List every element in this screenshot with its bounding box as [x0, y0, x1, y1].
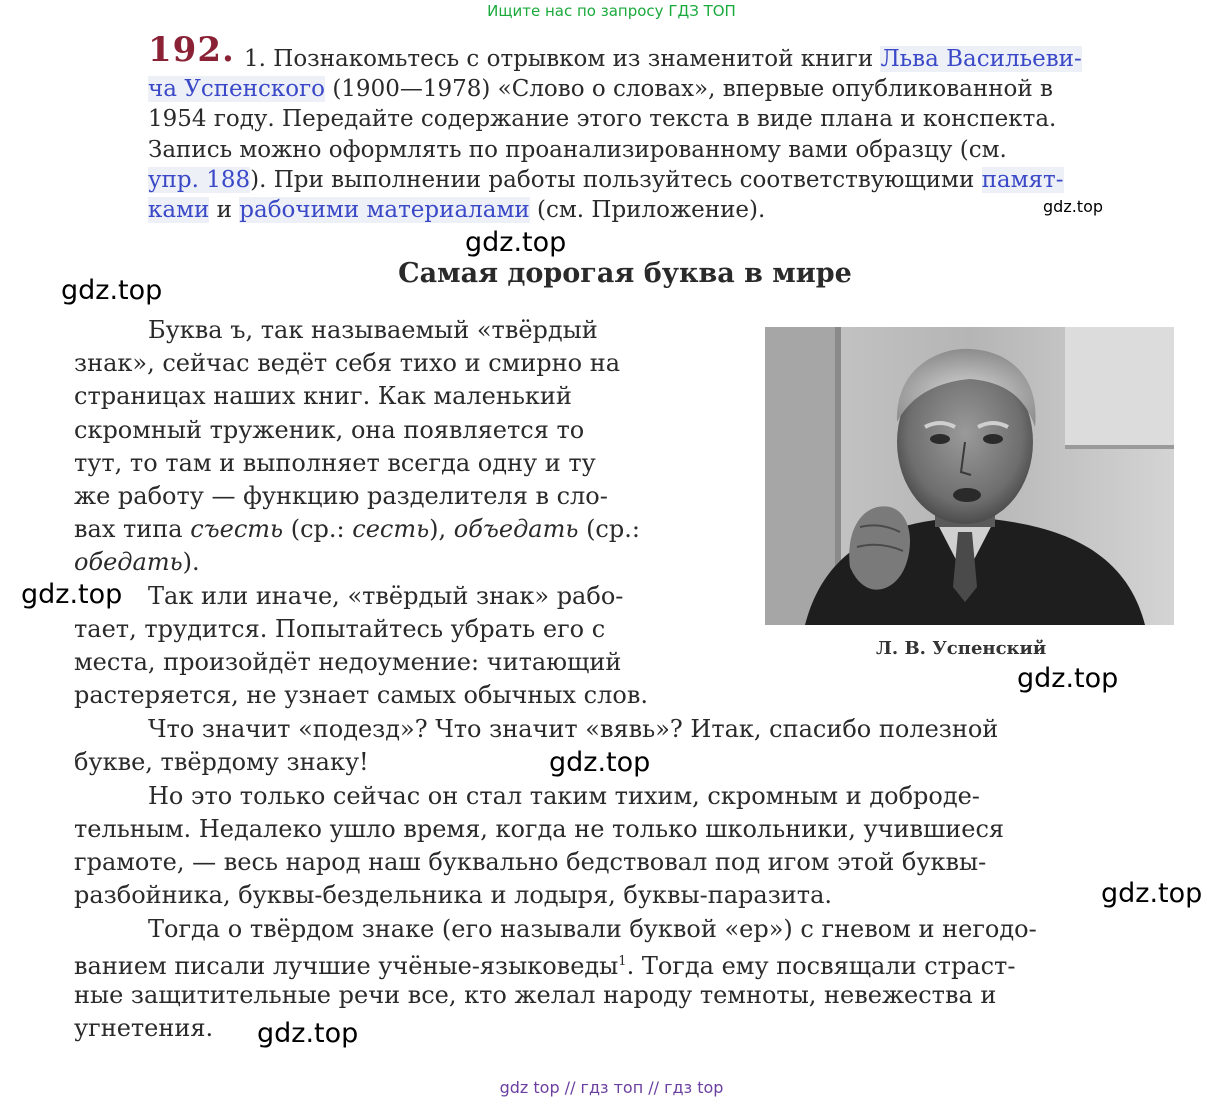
text: ).: [182, 548, 200, 576]
watermark: gdz.top: [549, 747, 651, 778]
memo-link[interactable]: памят-: [981, 167, 1064, 193]
p2-line-1: Так или иначе, «твёрдый знак» рабо-: [148, 582, 624, 610]
example-word: объедать: [453, 515, 579, 543]
photo-caption: Л. В. Успенский: [876, 638, 1047, 659]
p2-line-4: растеряется, не узнает самых обычных слов.: [74, 681, 648, 709]
task-text: (см. Приложение).: [529, 197, 766, 223]
p5-line-4: угнетения.: [74, 1014, 214, 1042]
materials-link[interactable]: рабочими материалами: [239, 197, 530, 223]
p2-line-2: тает, трудится. Попытайтесь убрать его с: [74, 615, 606, 643]
p4-line-1: Но это только сейчас он стал таким тихим, скромным и доброде-: [148, 782, 980, 810]
p1-line-4: скромный труженик, она появляется то: [74, 416, 585, 444]
p5-line-3: ные защитительные речи все, кто желал народу темноты, невежества и: [74, 981, 997, 1009]
text: ),: [429, 515, 454, 543]
p5-line-2: [74, 947, 1016, 980]
task-line-6: [148, 195, 765, 225]
watermark: gdz.top: [465, 227, 567, 258]
p3-line-2: букве, твёрдому знаку!: [74, 748, 369, 776]
text: вах типа: [74, 515, 191, 543]
p3-line-1: Что значит «подезд»? Что значит «вявь»? Итак, спасибо полезной: [148, 715, 999, 743]
task-line-3: 1954 году. Передайте содержание этого текста в виде плана и конспекта.: [148, 106, 1057, 132]
watermark: gdz.top: [1043, 197, 1104, 216]
text: (ср.:: [283, 515, 353, 543]
example-word: сесть: [352, 515, 430, 543]
task-text: (1900—1978) «Слово о словах», впервые опубликованной в: [325, 76, 1053, 102]
watermark: gdz.top: [61, 275, 163, 306]
p1-line-8: [74, 547, 200, 577]
task-text: 1. Познакомьтесь с отрывком из знаменитой книги: [244, 46, 881, 72]
p1-line-2: знак», сейчас ведёт себя тихо и смирно на: [74, 349, 621, 377]
watermark: gdz.top: [257, 1018, 359, 1049]
example-word: обедать: [74, 548, 183, 576]
task-text: и: [209, 197, 240, 223]
p4-line-3: грамоте, — весь народ наш буквально бедствовал под игом этой буквы-: [74, 848, 987, 876]
memo-link-cont[interactable]: ками: [148, 197, 210, 223]
search-banner: Ищите нас по запросу ГДЗ ТОП: [487, 2, 736, 20]
task-text: ). При выполнении работы пользуйтесь соответствующими: [250, 167, 982, 193]
example-word: съесть: [190, 515, 284, 543]
author-link-cont[interactable]: ча Успенского: [148, 76, 326, 102]
text-title: Самая дорогая буква в мире: [398, 258, 852, 289]
footer-links[interactable]: gdz top // гдз топ // гдз top: [499, 1078, 724, 1097]
exercise-ref-link[interactable]: упр. 188: [148, 167, 251, 193]
task-line-1: [244, 44, 1082, 74]
p4-line-4: разбойника, буквы-бездельника и лодыря, буквы-паразита.: [74, 881, 833, 909]
p1-line-6: же работу — функцию разделителя в сло-: [74, 482, 608, 510]
p1-line-3: страницах наших книг. Как маленький: [74, 382, 572, 410]
exercise-number: 192.: [148, 30, 235, 70]
p4-line-2: тельным. Недалеко ушло время, когда не только школьники, учившиеся: [74, 815, 1005, 843]
p1-line-7: [74, 514, 640, 544]
author-photo: [765, 327, 1174, 625]
p5-line-1: Тогда о твёрдом знаке (его называли буквой «ер») с гневом и негодо-: [148, 915, 1037, 943]
footnote-marker: 1: [618, 954, 627, 969]
task-line-2: [148, 74, 1174, 104]
p1-line-5: тут, то там и выполняет всегда одну и ту: [74, 449, 596, 477]
watermark: gdz.top: [1101, 878, 1203, 909]
task-line-5: [148, 165, 1064, 195]
text: ванием писали лучшие учёные-языковеды: [74, 952, 619, 980]
watermark: gdz.top: [21, 579, 123, 610]
task-line-4: Запись можно оформлять по проанализированному вами образцу (см.: [148, 137, 1007, 163]
watermark: gdz.top: [1017, 663, 1119, 694]
author-link[interactable]: Льва Васильеви-: [880, 46, 1082, 72]
text: . Тогда ему посвящали страст-: [626, 952, 1016, 980]
p2-line-3: места, произойдёт недоумение: читающий: [74, 648, 622, 676]
p1-line-1: Буква ъ, так называемый «твёрдый: [148, 316, 598, 344]
text: (ср.:: [578, 515, 640, 543]
